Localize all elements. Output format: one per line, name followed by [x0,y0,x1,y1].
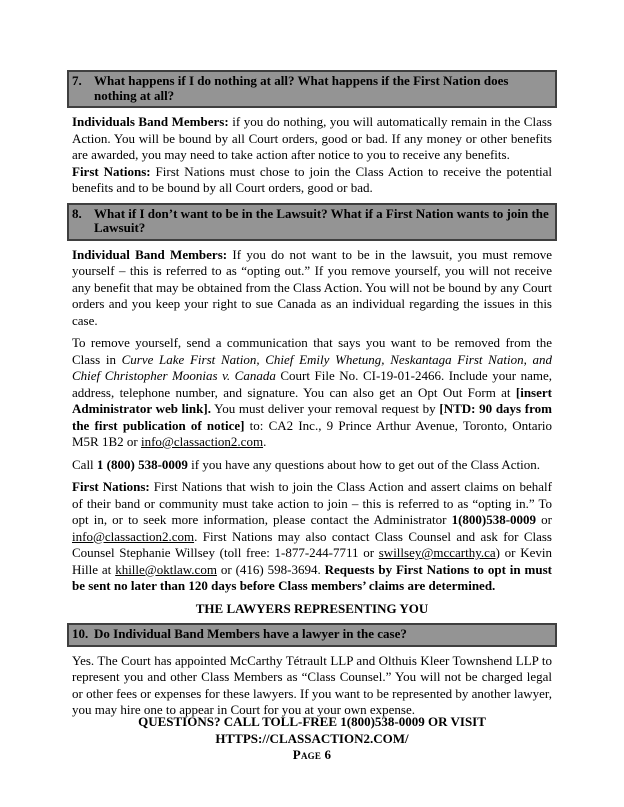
text-run: or (416) 598-3694. [216,561,325,577]
text-run: Court File No. CI-19-01-2466. Include your name, address, telephone number, and signature. You can also get an Opt Out Form at [72,368,552,400]
text-run: to: CA2 Inc., 9 Prince Arthur Avenue, Toronto, Ontario M5R 1B2 or [72,417,553,449]
text-run: THE LAWYERS REPRESENTING YOU [195,600,429,616]
text-run: . [263,434,267,449]
text-run: You must deliver your removal request by [210,401,440,416]
text-run: if you do nothing, you will automatically remain in the Class Action. You will be bound by all Court orders, good or bad. If any money or other benefits are awarded, you may need to take action after notice to you to receive any benefits. [72,114,552,162]
text-run: First Nations: [72,163,151,179]
text-run: What if I don’t want to be in the Lawsuit? What if a First Nation wants to join the Lawsuit? [94,205,549,235]
question-box-10 [67,623,557,647]
text-run: 1 (800) 538-0009 [96,456,188,472]
text-run: Yes. The Court has appointed McCarthy Tétrault LLP and Olthuis Kleer Townshend LLP to represent you and other Class Members as “Class Counsel.” You will not be charged legal or other fees or expenses for these lawyers. If you want to be represented by another lawyer, you may hire one to appear in Court for you at your own expense. [72,652,552,717]
paragraph-class-counsel [72,653,552,719]
question-title [94,207,551,236]
question-number: 8. [72,205,82,221]
question-number: 7. [72,73,82,88]
question-number: 10. [72,626,89,641]
footer-page-number: Page 6 [292,747,332,762]
paragraph-call-number [72,457,552,474]
text-run: First Nations that wish to join the Class Action and assert claims on behalf of their band or community must take action to join – this is referred to as “opting in.” To opt in, or to seek more information, please contact the Administrator [72,479,552,527]
question-title [94,74,551,103]
text-run: [NTD: 90 days from the first publication of notice] [72,401,552,433]
text-run: To remove yourself, send a communication that says you want to be removed from the Class in [72,335,552,367]
question-box-8 [67,203,557,241]
email-link-swillsey-mccarthy[interactable]: swillsey@mccarthy.ca [378,545,496,560]
paragraph-opting-out [72,247,552,330]
text-run: If you do not want to be in the lawsuit, you must remove yourself – this is referred to as “opting out.” If you remove yourself, you will not receive any benefit that may be obtained from the Class Action. You will not be bound by any Court orders and you keep your right to sue Canada as an individual regarding the issues in this case. [72,246,552,328]
text-run: What happens if I do nothing at all? What happens if the First Nation does nothing at all? [94,73,509,103]
text-run: ) or Kevin Hille at [72,545,552,577]
page-footer [0,714,624,764]
footer-questions-line: QUESTIONS? CALL TOLL-FREE 1(800)538-0009 OR VISIT [138,714,486,729]
question-title [94,627,551,642]
text-run: Call [72,456,97,472]
email-link-info-classaction2[interactable]: info@classaction2.com [140,434,264,449]
document-body [72,70,552,725]
paragraph-remove-yourself [72,335,552,451]
text-run: [insert Administrator web link]. [72,384,552,416]
text-run: Individuals Band Members: [72,114,229,129]
email-link-info-classaction2[interactable]: info@classaction2.com [72,528,195,544]
text-run: 1(800)538-0009 [451,512,537,527]
paragraph-first-nations-opt-in [72,479,552,595]
text-run: Do Individual Band Members have a lawyer in the case? [94,626,407,641]
text-run: First Nations: [72,479,150,494]
text-run: or [536,512,552,527]
text-run: . First Nations may also contact Class Counsel and ask for Class Counsel Stephanie Willsey (toll free: 1-877-244-7711 or [72,528,552,560]
text-run: Individual Band Members: [72,246,228,262]
text-run: First Nations must chose to join the Class Action to receive the potential benefits and to be bound by all Court orders, good or bad. [72,163,552,195]
text-run: Requests by First Nations to opt in must be sent no later than 120 days before Class members’ claims are determined. [72,561,552,593]
text-run: Curve Lake First Nation, Chief Emily Whetung, Neskantaga First Nation, and Chief Christopher Moonias v. Canada [72,351,552,383]
section-heading-lawyers [72,601,552,618]
question-box-7 [67,70,557,108]
email-link-khille-oktlaw[interactable]: khille@oktlaw.com [115,561,217,577]
paragraph-do-nothing [72,114,552,197]
footer-website-line: HTTPS://CLASSACTION2.COM/ [215,730,409,746]
text-run: if you have any questions about how to get out of the Class Action. [187,456,540,472]
